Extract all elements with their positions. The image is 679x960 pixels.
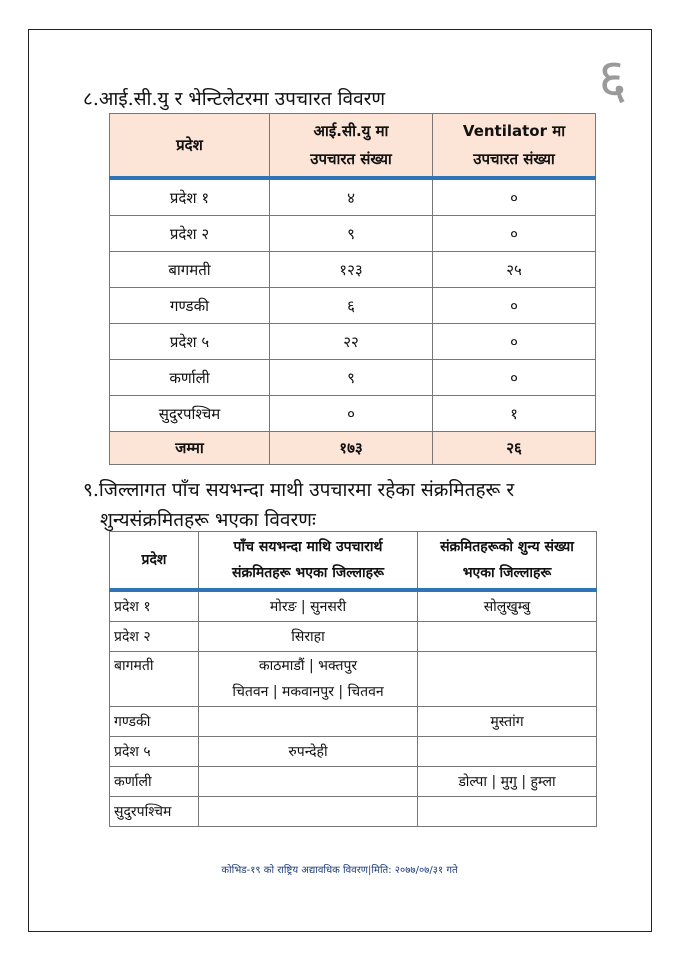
zero-cell [418, 652, 597, 707]
ventilator-cell: ० [433, 288, 596, 324]
above500-cell [199, 622, 418, 652]
table-row [110, 360, 596, 396]
zero-cell: मुस्तांग [418, 707, 597, 737]
icu-cell: ० [270, 396, 433, 432]
total-icu: १७३ [270, 432, 433, 465]
district-list: सिराहा [291, 628, 325, 645]
header-line: उपचारत संख्या [473, 150, 555, 168]
table-row [110, 797, 597, 827]
header-line: Ventilator मा [462, 122, 566, 140]
province-cell: कर्णाली [110, 767, 199, 797]
province-cell: गण्डकी [110, 707, 199, 737]
table-row [110, 178, 596, 216]
table-row [110, 707, 597, 737]
header-province [110, 532, 199, 591]
table-row [110, 216, 596, 252]
header-zero [418, 532, 597, 591]
province-cell: गण्डकी [110, 288, 270, 324]
header-line: भएका जिल्लाहरू [462, 565, 552, 581]
ventilator-cell: २५ [433, 252, 596, 288]
header-above500 [199, 532, 418, 591]
above500-cell [199, 767, 418, 797]
table-row [110, 767, 597, 797]
table-row [110, 652, 597, 707]
table-row [110, 590, 597, 622]
icu-cell: ४ [270, 178, 433, 216]
district-table [109, 531, 597, 827]
table-row [110, 324, 596, 360]
icu-cell: ६ [270, 288, 433, 324]
district-list: रुपन्देही [288, 743, 328, 760]
table-row [110, 396, 596, 432]
province-cell: प्रदेश २ [110, 622, 199, 652]
ventilator-cell: ० [433, 178, 596, 216]
header-province [110, 114, 270, 179]
header-line: प्रदेश [176, 136, 203, 154]
district-list: मोरङ | सुनसरी [269, 598, 347, 615]
icu-cell: ९ [270, 360, 433, 396]
above500-cell [199, 590, 418, 622]
section-9-title-line2: शुन्यसंक्रमितहरू भएका विवरणः [100, 509, 316, 531]
above500-cell [199, 652, 418, 707]
zero-cell [418, 622, 597, 652]
header-line: आई.सी.यु मा [313, 122, 389, 140]
table-header-row [110, 532, 597, 591]
page-number: ६ [598, 47, 628, 112]
zero-cell [418, 797, 597, 827]
province-cell: सुदुरपश्चिम [110, 797, 199, 827]
province-cell: प्रदेश ५ [110, 324, 270, 360]
table-row [110, 622, 597, 652]
header-line: उपचारत संख्या [310, 150, 392, 168]
header-line: संक्रमितहरूको शुन्य संख्या [440, 539, 574, 555]
district-list: काठमाडौं | भक्तपुर [258, 658, 358, 674]
district-list: चितवन | मकवानपुर | चितवन [232, 684, 384, 700]
header-line: संक्रमितहरू भएका जिल्लाहरू [232, 565, 384, 581]
province-cell: बागमती [110, 252, 270, 288]
header-line: प्रदेश [141, 552, 167, 568]
zero-cell [418, 737, 597, 767]
province-cell: बागमती [110, 652, 199, 707]
table-header-row [110, 114, 596, 179]
icu-cell: ९ [270, 216, 433, 252]
header-ventilator [433, 114, 596, 179]
table-row [110, 288, 596, 324]
total-ventilator: २६ [433, 432, 596, 465]
province-cell: प्रदेश २ [110, 216, 270, 252]
icu-ventilator-table [109, 113, 596, 465]
province-cell: सुदुरपश्चिम [110, 396, 270, 432]
province-cell: प्रदेश १ [110, 590, 199, 622]
ventilator-cell: ० [433, 360, 596, 396]
page-footer: कोभिड-१९ को राष्ट्रिय अद्यावधिक विवरण|मिति: २०७७/०७/३१ गते [221, 865, 458, 876]
above500-cell [199, 737, 418, 767]
total-row [110, 432, 596, 465]
icu-cell: १२३ [270, 252, 433, 288]
section-9-title-line1: ९.जिल्लागत पाँच सयभन्दा माथी उपचारमा रहेका संक्रमितहरू र [83, 479, 515, 501]
header-line: पाँच सयभन्दा माथि उपचारार्थ [233, 539, 383, 555]
section-8-title: ८.आई.सी.यु र भेन्टिलेटरमा उपचारत विवरण [83, 88, 386, 110]
total-label: जम्मा [110, 432, 270, 465]
ventilator-cell: ० [433, 324, 596, 360]
table-row [110, 252, 596, 288]
zero-cell: सोलुखुम्बु [418, 590, 597, 622]
province-cell: प्रदेश १ [110, 178, 270, 216]
above500-cell [199, 797, 418, 827]
zero-cell: डोल्पा | मुगु | हुम्ला [418, 767, 597, 797]
icu-cell: २२ [270, 324, 433, 360]
table-row [110, 737, 597, 767]
ventilator-cell: ० [433, 216, 596, 252]
ventilator-cell: १ [433, 396, 596, 432]
province-cell: प्रदेश ५ [110, 737, 199, 767]
above500-cell [199, 707, 418, 737]
header-icu [270, 114, 433, 179]
province-cell: कर्णाली [110, 360, 270, 396]
